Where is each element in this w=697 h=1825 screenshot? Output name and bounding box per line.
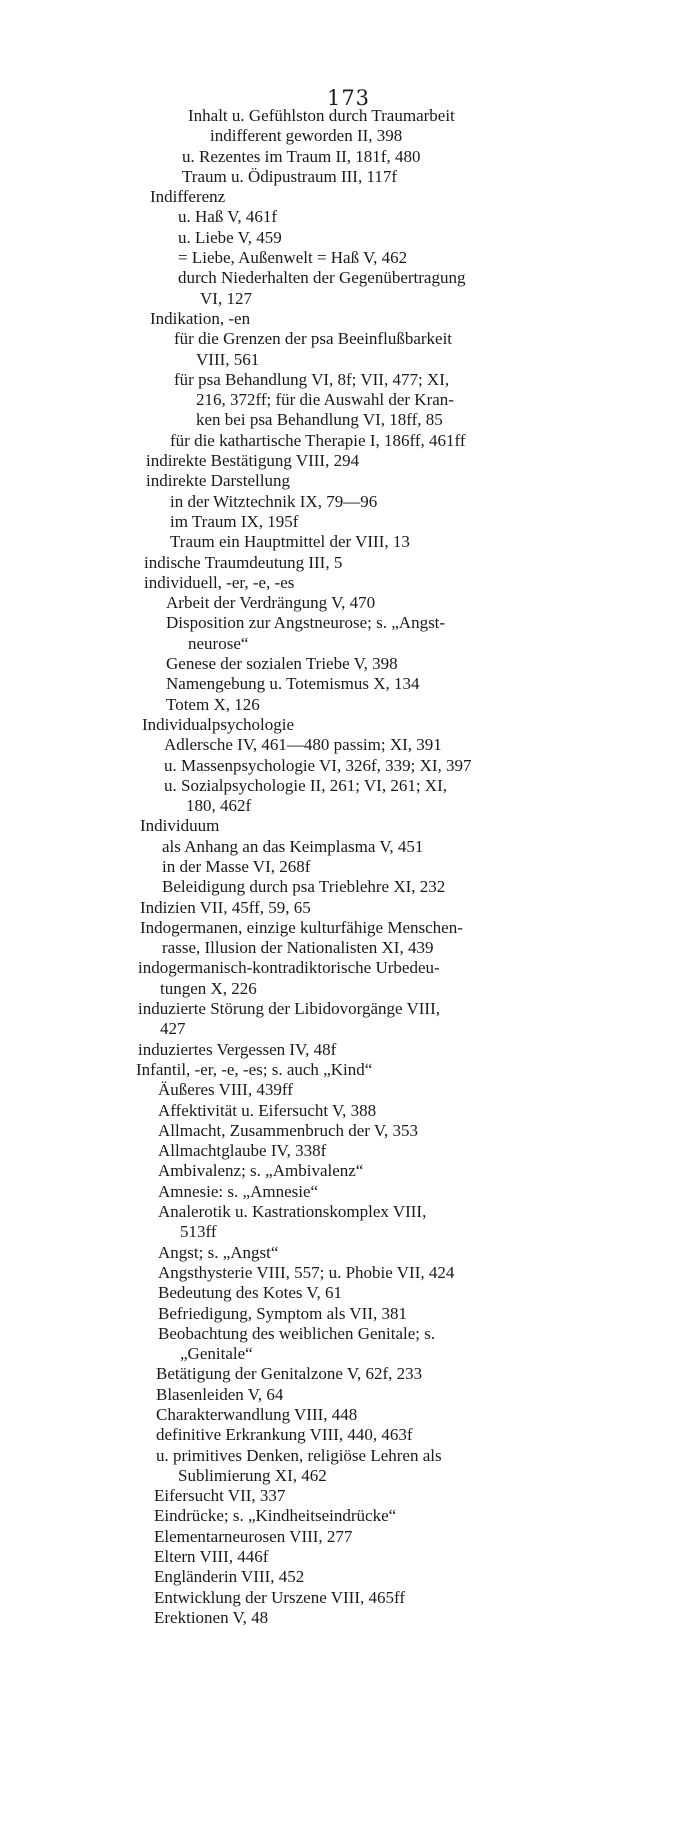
index-heading: indirekte Darstellung [146,471,290,491]
index-subentry: Adlersche IV, 461—480 passim; XI, 391 [164,735,442,755]
index-subentry: Traum u. Ödipustraum III, 117f [182,166,397,186]
index-heading: Infantil, -er, -e, -es; s. auch „Kind“ [136,1059,373,1079]
index-subentry: Eltern VIII, 446f [154,1547,269,1567]
index-continuation: VIII, 561 [196,349,260,369]
page-number: 173 [326,86,371,110]
index-heading: Indogermanen, einzige kulturfähige Menschen- [140,917,463,937]
index-heading: indische Traumdeutung III, 5 [144,552,343,572]
index-continuation: neurose“ [188,633,249,653]
index-subentry: Inhalt u. Gefühlston durch Traumarbeit [188,106,455,125]
index-heading: Individualpsychologie [142,714,295,734]
index-subentry: Genese der sozialen Triebe V, 398 [166,654,398,674]
index-subentry: u. Liebe V, 459 [178,227,282,247]
index-subentry: Arbeit der Verdrängung V, 470 [166,593,376,613]
index-subentry: Allmacht, Zusammenbruch der V, 353 [158,1120,418,1140]
index-subentry: u. primitives Denken, religiöse Lehren als [156,1445,442,1465]
index-heading: induzierte Störung der Libidovorgänge VIII, [138,999,440,1019]
index-subentry: Analerotik u. Kastrationskomplex VIII, [158,1202,427,1222]
index-subentry: Ambivalenz; s. „Ambivalenz“ [158,1161,364,1181]
index-subentry: Eindrücke; s. „Kindheitseindrücke“ [154,1506,397,1526]
index-subentry: Namengebung u. Totemismus X, 134 [166,674,420,694]
index-heading: Individuum [140,816,220,836]
index-subentry: für psa Behandlung VI, 8f; VII, 477; XI, [174,369,450,389]
index-continuation: Sublimierung XI, 462 [178,1465,327,1485]
index-subentry: Bedeutung des Kotes V, 61 [158,1283,343,1303]
index-heading: indogermanisch-kontradiktorische Urbedeu- [138,958,440,978]
index-continuation: 513ff [180,1222,217,1242]
index-heading: individuell, -er, -e, -es [144,572,295,592]
index-continuation: tungen X, 226 [160,978,257,998]
index-subentry: Traum ein Hauptmittel der VIII, 13 [170,532,410,552]
index-subentry: u. Rezentes im Traum II, 181f, 480 [182,146,421,166]
index-subentry: u. Massenpsychologie VI, 326f, 339; XI, 397 [164,755,472,775]
index-subentry: Beobachtung des weiblichen Genitale; s. [158,1323,436,1343]
index-subentry: im Traum IX, 195f [170,511,299,531]
index-subentry: Entwicklung der Urszene VIII, 465ff [154,1587,405,1607]
index-continuation: ken bei psa Behandlung VI, 18ff, 85 [196,410,443,430]
index-subentry: Erektionen V, 48 [154,1607,269,1627]
index-continuation: 427 [160,1019,186,1039]
index-subentry: definitive Erkrankung VIII, 440, 463f [156,1425,413,1445]
index-subentry: Affektivität u. Eifersucht V, 388 [158,1100,377,1120]
index-subentry: Disposition zur Angstneurose; s. „Angst- [166,613,446,633]
index-subentry: Äußeres VIII, 439ff [158,1080,293,1100]
index-continuation: „Genitale“ [180,1344,253,1364]
index-subentry: Betätigung der Genitalzone V, 62f, 233 [156,1364,423,1384]
index-subentry: Befriedigung, Symptom als VII, 381 [158,1303,407,1323]
index-heading: Indizien VII, 45ff, 59, 65 [140,897,311,917]
index-subentry: in der Witztechnik IX, 79—96 [170,491,378,511]
index-subentry: u. Haß V, 461f [178,207,278,227]
index-subentry: für die kathartische Therapie I, 186ff, 461ff [170,430,466,450]
index-continuation: 216, 372ff; für die Auswahl der Kran- [196,390,454,410]
index-subentry: Engländerin VIII, 452 [154,1567,305,1587]
index-subentry: = Liebe, Außenwelt = Haß V, 462 [178,248,408,268]
index-subentry: Totem X, 126 [166,694,260,714]
index-continuation: indifferent geworden II, 398 [210,126,403,146]
index-subentry: Beleidigung durch psa Trieblehre XI, 232 [162,877,446,897]
index-subentry: durch Niederhalten der Gegenübertragung [178,268,466,288]
index-subentry: Allmachtglaube IV, 338f [158,1141,327,1161]
index-subentry: Angst; s. „Angst“ [158,1242,279,1262]
index-heading: Indikation, -en [150,308,251,328]
index-heading: induziertes Vergessen IV, 48f [138,1039,337,1059]
index-entries [136,106,566,1628]
index-continuation: VI, 127 [200,288,252,308]
index-continuation: rasse, Illusion der Nationalisten XI, 439 [162,938,434,958]
index-subentry: als Anhang an das Keimplasma V, 451 [162,836,424,856]
index-subentry: u. Sozialpsychologie II, 261; VI, 261; XI, [164,775,447,795]
index-subentry: Blasenleiden V, 64 [156,1384,284,1404]
index-subentry: Angsthysterie VIII, 557; u. Phobie VII, 424 [158,1262,455,1282]
index-subentry: Elementarneurosen VIII, 277 [154,1526,353,1546]
index-subentry: Eifersucht VII, 337 [154,1486,286,1506]
index-heading: indirekte Bestätigung VIII, 294 [146,451,360,471]
index-continuation: 180, 462f [186,796,252,816]
index-subentry: Charakterwandlung VIII, 448 [156,1405,358,1424]
index-subentry: für die Grenzen der psa Beeinflußbarkeit [174,329,453,349]
index-heading: Indifferenz [150,187,226,207]
index-subentry: Amnesie: s. „Amnesie“ [158,1181,319,1201]
index-subentry: in der Masse VI, 268f [162,856,311,876]
